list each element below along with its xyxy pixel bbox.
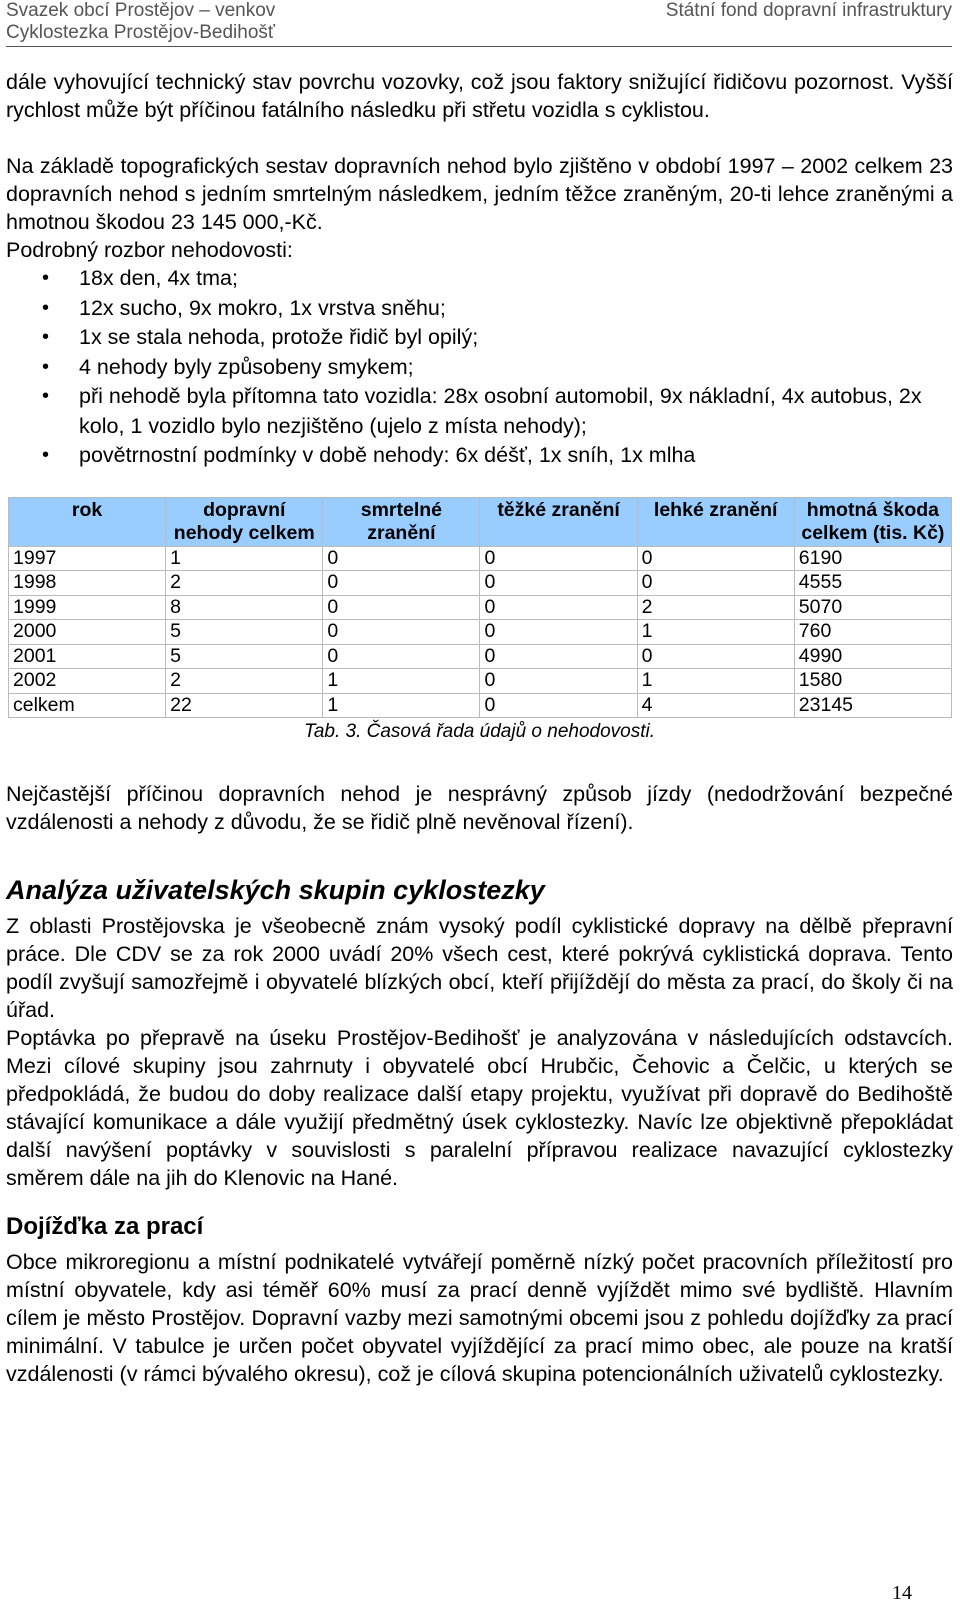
table-cell: 1 bbox=[323, 669, 480, 694]
list-item: • 18x den, 4x tma; bbox=[6, 264, 953, 294]
page-number: 14 bbox=[892, 1582, 912, 1604]
table-cell: 1998 bbox=[9, 571, 166, 596]
after-table-paragraph: Nejčastější příčinou dopravních nehod je nesprávný způsob jízdy (nedodržování bezpečné vzdálenosti a nehody z důvodu, že se řidič plně nevěnoval řízení). bbox=[6, 782, 953, 834]
table-cell: 0 bbox=[480, 669, 637, 694]
table-cell: 4555 bbox=[794, 571, 951, 596]
page-content bbox=[6, 68, 953, 1388]
intro-paragraph: dále vyhovující technický stav povrchu vozovky, což jsou faktory snižující řidičovu pozornost. Vyšší rychlost může být příčinou fatálního následku při střetu vozidla s cyklistou. bbox=[6, 70, 953, 122]
table-cell: 0 bbox=[637, 571, 794, 596]
commuting-paragraph: Obce mikroregionu a místní podnikatelé vytvářejí poměrně nízký počet pracovních příležitostí pro místní obyvatele, kdy asi téměř 60% musí za prací denně vyjíždět mimo své bydliště. Hlavním cílem je město Prostějov. Dopravní vazby mezi samotnými obcemi jsou z pohledu dojížďky za prací minimální. V tabulce je určen počet obyvatel vyjíždějící za prací mimo obec, ale pouze na kratší vzdálenosti (v rámci bývalého okresu), což je cílová skupina potencionálních uživatelů cyklostezky. bbox=[6, 1250, 953, 1386]
table-cell: 0 bbox=[480, 693, 637, 718]
column-header: těžké zranění bbox=[480, 497, 637, 546]
column-header: rok bbox=[9, 497, 166, 546]
table-header-row bbox=[9, 497, 952, 546]
table-cell: 1999 bbox=[9, 595, 166, 620]
table-cell: 0 bbox=[637, 644, 794, 669]
user-groups-paragraph-2: Poptávka po přepravě na úseku Prostějov-Bedihošť je analyzována v následujících odstavcích. Mezi cílové skupiny jsou zahrnuty i obyvatelé obcí Hrubčic, Čehovic a Čelčic, u kterých se předpokládá, že budou do doby realizace další etapy projektu, využívat při dopravě do Bedihoště stávající komunikace a dále využijí předmětný úsek cyklostezky. Navíc lze objektivně přepokládat další navýšení poptávky v souvislosti s paralelní přípravou realizace navazující cyklostezky směrem dále na jih do Klenovic na Hané. bbox=[6, 1026, 953, 1190]
table-cell: 1 bbox=[637, 620, 794, 645]
list-item: • povětrnostní podmínky v době nehody: 6x déšť, 1x sníh, 1x mlha bbox=[6, 441, 953, 471]
header-project: Cyklostezka Prostějov-Bedihošť bbox=[6, 22, 276, 43]
table-cell: 4990 bbox=[794, 644, 951, 669]
section-heading-commuting: Dojížďka za prací bbox=[6, 1213, 204, 1240]
table-cell: 1997 bbox=[9, 546, 166, 571]
table-cell: 0 bbox=[637, 546, 794, 571]
table-cell: 2000 bbox=[9, 620, 166, 645]
table-total-row bbox=[9, 693, 952, 718]
table-cell: 22 bbox=[166, 693, 323, 718]
table-cell: 2002 bbox=[9, 669, 166, 694]
table-cell: 0 bbox=[323, 644, 480, 669]
table-cell: 0 bbox=[480, 644, 637, 669]
table-caption: Tab. 3. Časová řada údajů o nehodovosti. bbox=[303, 721, 656, 742]
column-header: smrtelné zranění bbox=[323, 497, 480, 546]
table-cell: 760 bbox=[794, 620, 951, 645]
table-row bbox=[9, 571, 952, 596]
table-cell: 0 bbox=[323, 595, 480, 620]
user-groups-paragraph-1: Z oblasti Prostějovska je všeobecně znám vysoký podíl cyklistické dopravy na dělbě přepravní práce. Dle CDV se za rok 2000 uvádí 20% všech cest, které pokrývá cyklistická doprava. Tento podíl zvyšují samozřejmě i obyvatelé blízkých obcí, kteří přijíždějí do města za prací, do školy či na úřad. bbox=[6, 914, 953, 1022]
column-header: dopravní nehody celkem bbox=[166, 497, 323, 546]
table-cell: 2001 bbox=[9, 644, 166, 669]
analysis-label: Podrobný rozbor nehodovosti: bbox=[6, 238, 293, 262]
table-cell: 4 bbox=[637, 693, 794, 718]
accident-analysis-list bbox=[6, 264, 953, 471]
list-item: • 12x sucho, 9x mokro, 1x vrstva sněhu; bbox=[6, 294, 953, 324]
table-cell: celkem bbox=[9, 693, 166, 718]
section-heading-user-groups: Analýza uživatelských skupin cyklostezky bbox=[6, 875, 545, 905]
table-cell: 0 bbox=[480, 571, 637, 596]
table-cell: 6190 bbox=[794, 546, 951, 571]
table-row bbox=[9, 620, 952, 645]
table-cell: 5 bbox=[166, 620, 323, 645]
table-cell: 5 bbox=[166, 644, 323, 669]
table-cell: 2 bbox=[166, 571, 323, 596]
accidents-summary-paragraph: Na základě topografických sestav dopravních nehod bylo zjištěno v období 1997 – 2002 celkem 23 dopravních nehod s jedním smrtelným následkem, jedním těžce zraněným, 20-ti lehce zraněnými a hmotnou škodou 23 145 000,-Kč. bbox=[6, 154, 953, 234]
table-cell: 1 bbox=[166, 546, 323, 571]
table-cell: 0 bbox=[480, 620, 637, 645]
table-row bbox=[9, 546, 952, 571]
page-header bbox=[6, 0, 952, 47]
list-item: • 4 nehody byly způsobeny smykem; bbox=[6, 353, 953, 383]
table-cell: 1 bbox=[637, 669, 794, 694]
table-cell: 23145 bbox=[794, 693, 951, 718]
table-cell: 2 bbox=[166, 669, 323, 694]
accident-table bbox=[8, 497, 952, 719]
list-item: • 1x se stala nehoda, protože řidič byl opilý; bbox=[6, 323, 953, 353]
header-right: Státní fond dopravní infrastruktury bbox=[665, 0, 952, 21]
table-cell: 0 bbox=[480, 546, 637, 571]
table-row bbox=[9, 669, 952, 694]
header-left bbox=[6, 0, 275, 44]
table-cell: 8 bbox=[166, 595, 323, 620]
table-cell: 5070 bbox=[794, 595, 951, 620]
header-org: Svazek obcí Prostějov – venkov bbox=[6, 0, 276, 21]
table-cell: 0 bbox=[323, 571, 480, 596]
column-header: hmotná škoda celkem (tis. Kč) bbox=[794, 497, 951, 546]
column-header: lehké zranění bbox=[637, 497, 794, 546]
table-cell: 0 bbox=[323, 620, 480, 645]
table-cell: 0 bbox=[480, 595, 637, 620]
table-cell: 2 bbox=[637, 595, 794, 620]
list-item: • při nehodě byla přítomna tato vozidla: 28x osobní automobil, 9x nákladní, 4x autobus, 2x kolo, 1 vozidlo bylo nezjištěno (ujelo z místa nehody); bbox=[6, 382, 953, 441]
table-cell: 1580 bbox=[794, 669, 951, 694]
table-cell: 1 bbox=[323, 693, 480, 718]
table-row bbox=[9, 595, 952, 620]
table-cell: 0 bbox=[323, 546, 480, 571]
table-row bbox=[9, 644, 952, 669]
